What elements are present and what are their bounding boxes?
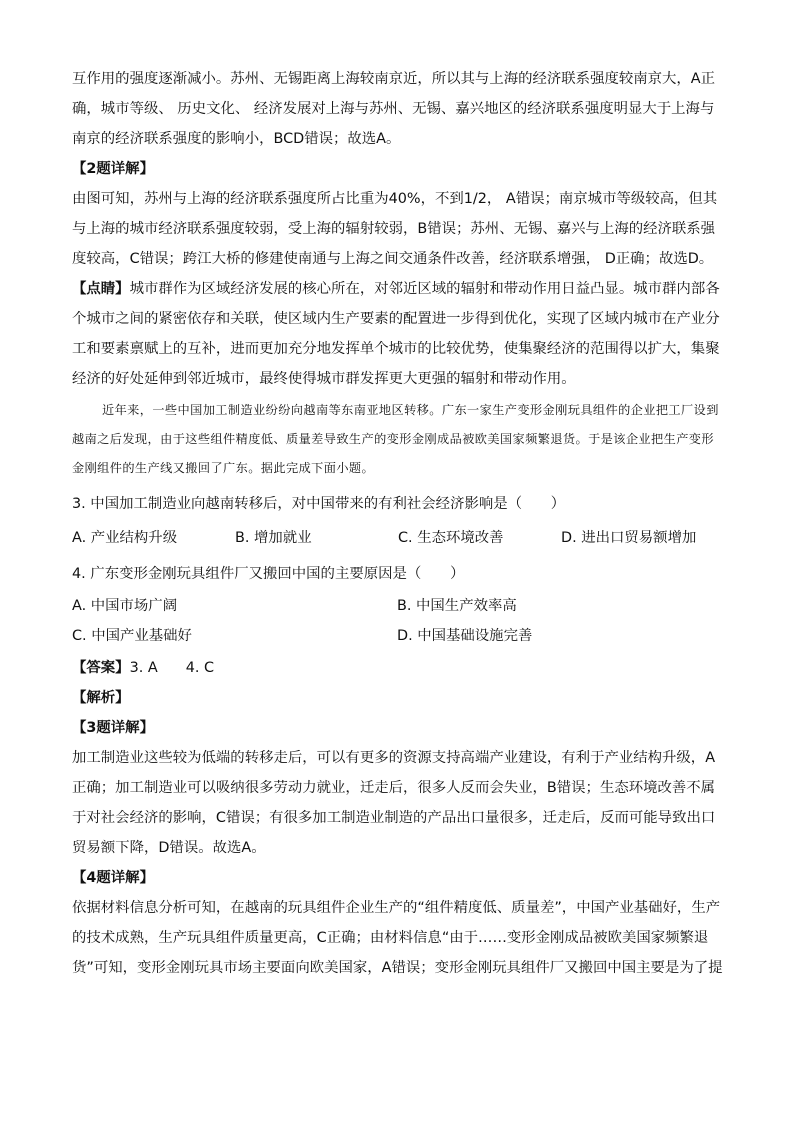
question-4-option-d: D. 中国基础设施完善 [397, 628, 533, 644]
tip-paragraph [72, 274, 724, 394]
reading-material [72, 396, 724, 483]
previous-explanation-continuation: 互作用的强度逐渐减小。苏州、无锡距离上海较南京近，所以其与上海的经济联系强度较南京大，A正确，城市等级、 历史文化、 经济发展对上海与苏州、无锡、嘉兴地区的经济联系强度明显大于上海与南京的经济联系强度的影响小，BCD错误；故选A。 [72, 71, 716, 147]
analysis-heading: 【解析】 [72, 690, 130, 706]
q3-detail-heading: 【3题详解】 [72, 720, 154, 736]
question-3-option-b: B. 增加就业 [235, 530, 312, 546]
question-4-option-c: C. 中国产业基础好 [72, 628, 192, 644]
question-3-options [72, 523, 724, 553]
q3-detail-text: 加工制造业这些较为低端的转移走后，可以有更多的资源支持高端产业建设，有利于产业结构升级，A正确；加工制造业可以吸纳很多劳动力就业，迁走后，很多人反而会失业，B错误；生态环境改善不属于对社会经济的影响，C错误；有很多加工制造业制造的产品出口量很多，迁走后，反而可能导致出口贸易额下降，D错误。故选A。 [72, 750, 716, 856]
q4-detail-heading: 【4题详解】 [72, 870, 154, 886]
question-4-stem: 4. 广东变形金刚玩具组件厂又搬回中国的主要原因是（ ） [72, 566, 465, 582]
question-4-options [72, 591, 724, 651]
question-4-option-b: B. 中国生产效率高 [397, 598, 517, 614]
question-3-option-c: C. 生态环境改善 [398, 530, 504, 546]
reading-material-text: 近年来，一些中国加工制造业纷纷向越南等东南亚地区转移。广东一家生产变形金刚玩具组件的企业把工厂设到越南之后发现，由于这些组件精度低、质量差导致生产的变形金刚成品被欧美国家频繁退货。于是该企业把生产变形金刚组件的生产线又搬回了广东。据此完成下面小题。 [72, 403, 719, 475]
tip-text: 城市群作为区域经济发展的核心所在，对邻近区域的辐射和带动作用日益凸显。城市群内部各个城市之间的紧密依存和关联，使区域内生产要素的配置进一步得到优化，实现了区域内城市在产业分工和要素禀赋上的互补，进而更加充分地发挥单个城市的比较优势，使集聚经济的范围得以扩大，集聚经济的好处延伸到邻近城市，最终使得城市群发挥更大更强的辐射和带动作用。 [72, 281, 720, 387]
question-3-stem: 3. 中国加工制造业向越南转移后，对中国带来的有利社会经济影响是（ ） [72, 496, 566, 512]
answer-line [72, 653, 724, 683]
q2-detail-text: 由图可知，苏州与上海的经济联系强度所占比重为40%，不到1/2， A错误；南京城市等级较高，但其与上海的城市经济联系强度较弱，受上海的辐射较弱，B错误；苏州、无锡、嘉兴与上海的经济联系强度较高，C错误；跨江大桥的修建使南通与上海之间交通条件改善，经济联系增强， D正确；故选D。 [72, 191, 718, 267]
answer-3: 3. A [129, 660, 158, 676]
question-3-option-a: A. 产业结构升级 [72, 530, 178, 546]
question-3-option-d: D. 进出口贸易额增加 [561, 530, 697, 546]
question-4-option-a: A. 中国市场广阔 [72, 598, 178, 614]
q4-detail-text: 依据材料信息分析可知，在越南的玩具组件企业生产的“组件精度低、质量差”，中国产业基础好，生产的技术成熟，生产玩具组件质量更高，C正确；由材料信息“由于……变形金刚成品被欧美国家频繁退货”可知，变形金刚玩具市场主要面向欧美国家，A错误；变形金刚玩具组件厂又搬回中国主要是为了提 [72, 900, 723, 976]
answer-label: 【答案】 [72, 660, 130, 676]
tip-label: 【点睛】 [72, 281, 130, 297]
document-page [72, 64, 724, 983]
q2-detail-heading: 【2题详解】 [72, 161, 154, 177]
answer-4: 4. C [185, 660, 215, 676]
